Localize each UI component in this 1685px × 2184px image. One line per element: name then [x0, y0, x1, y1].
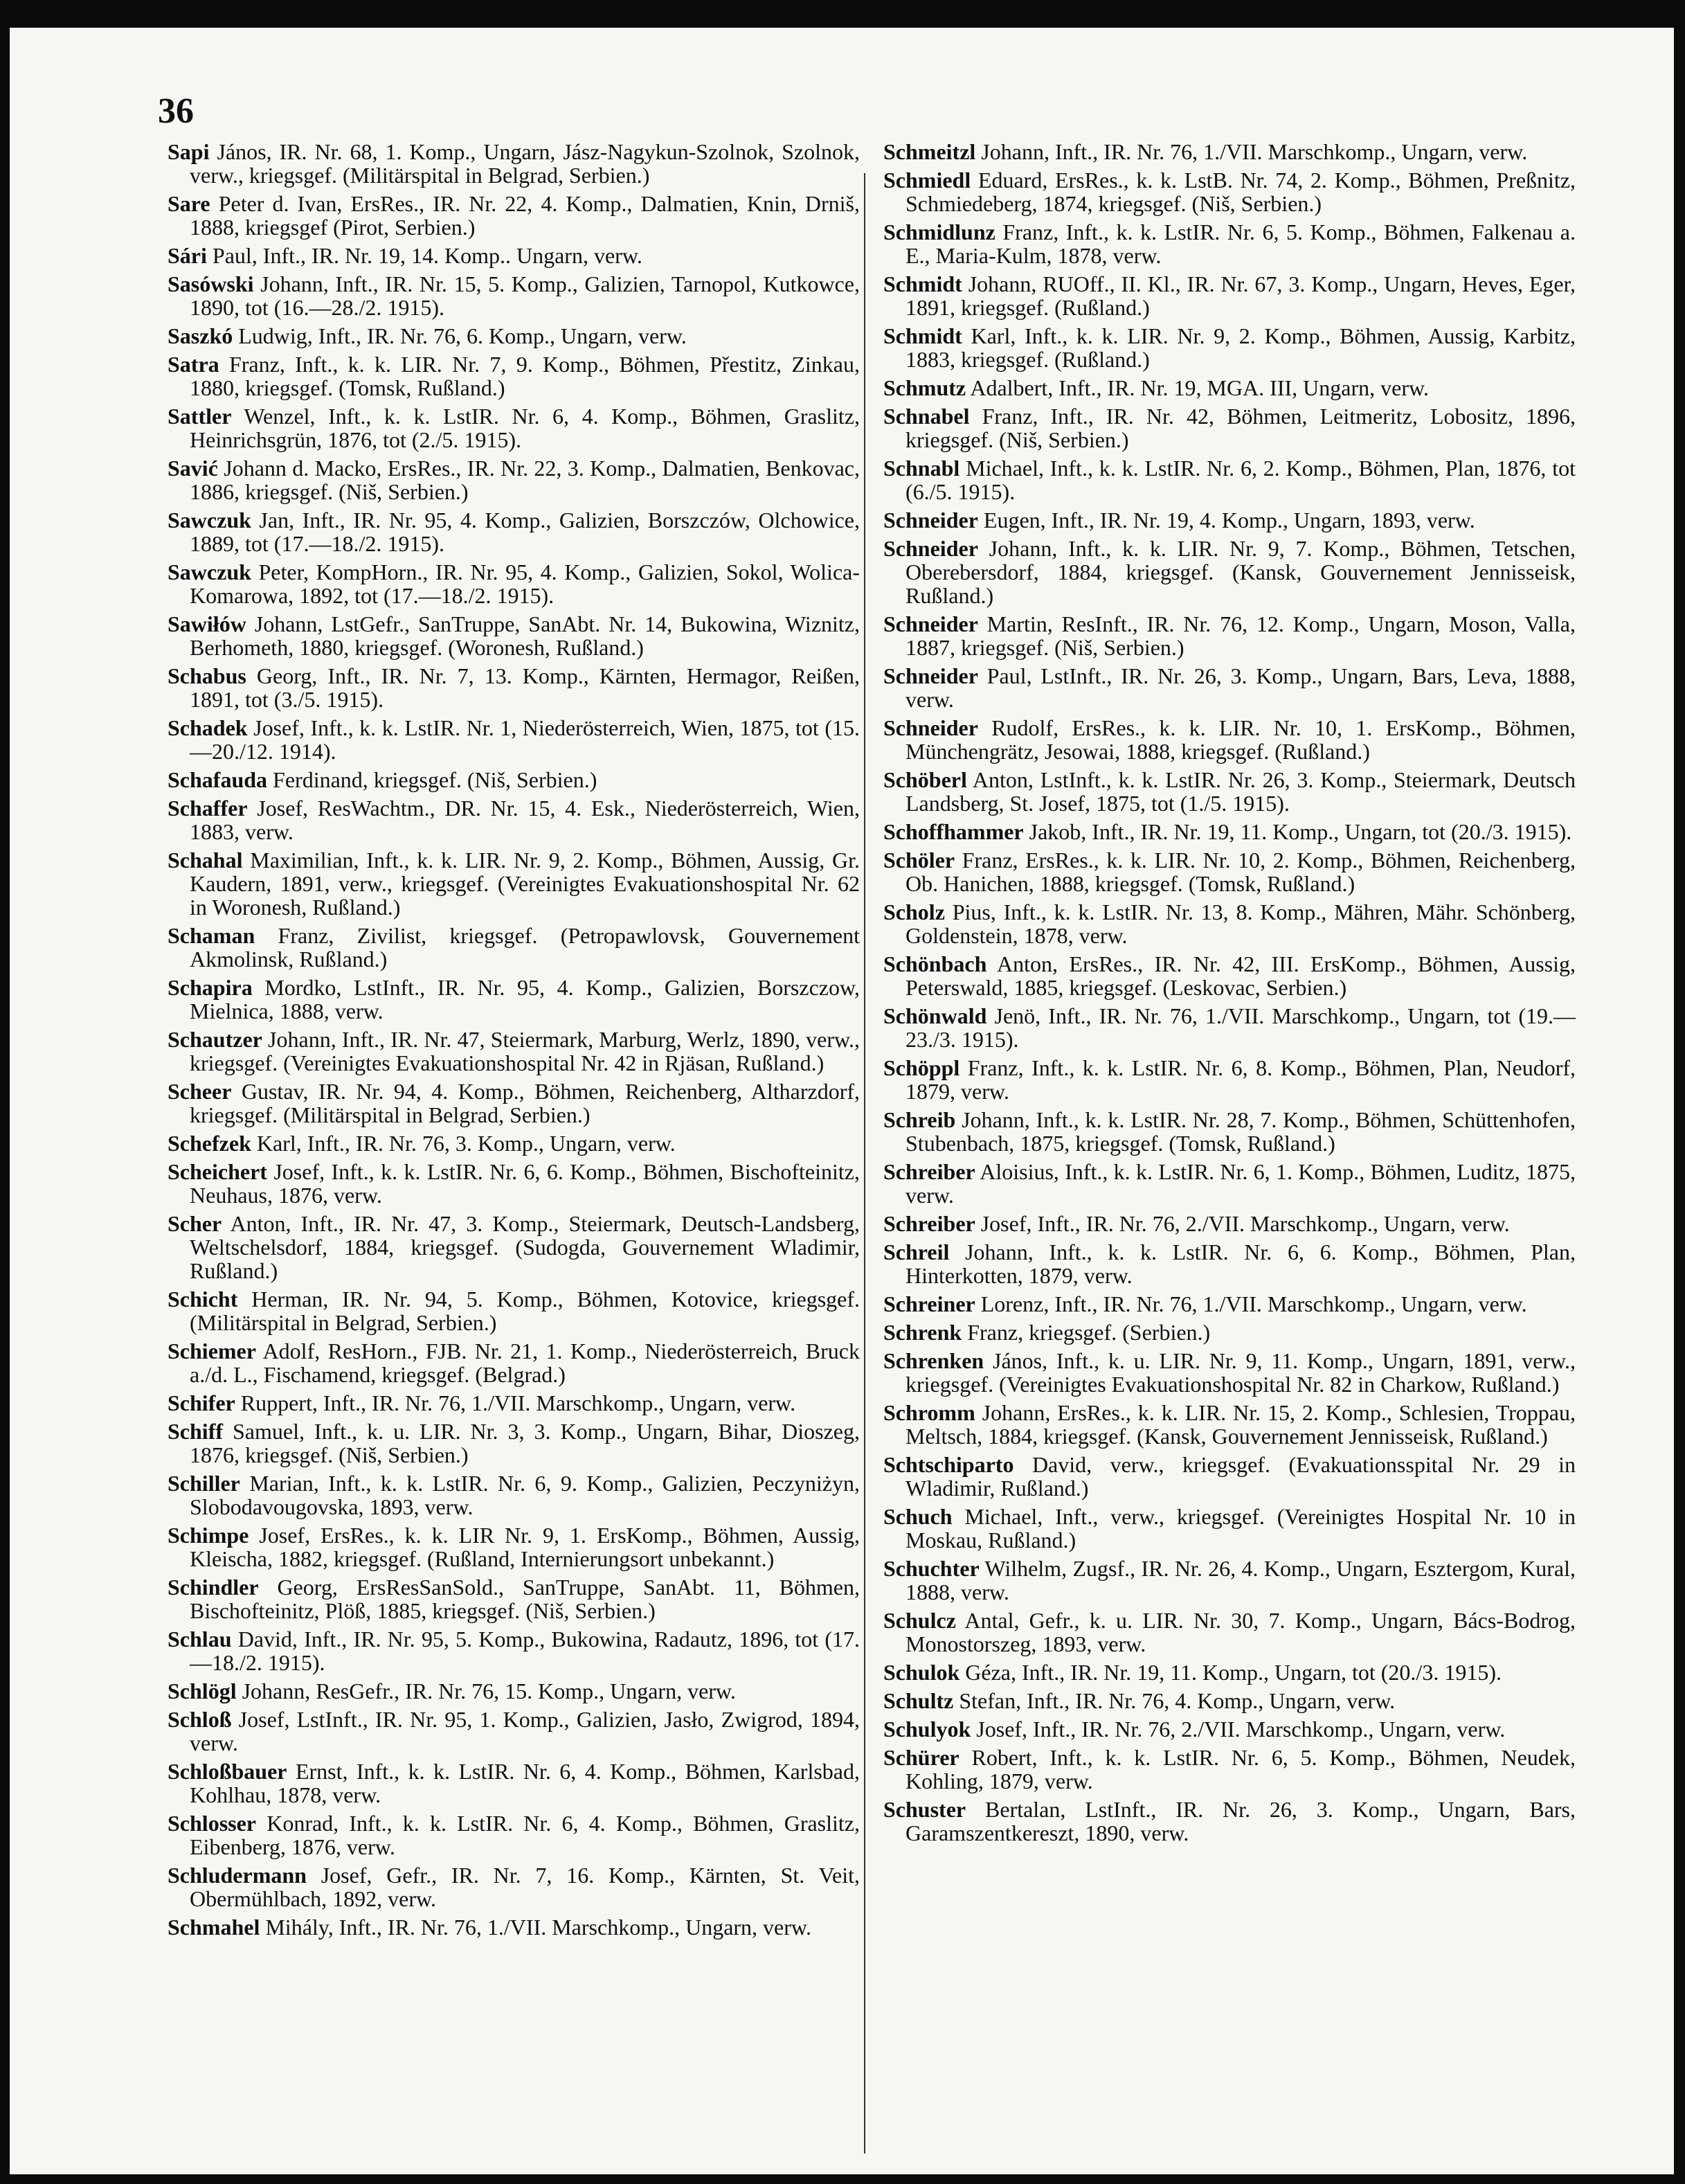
entry-surname: Scholz	[883, 899, 945, 924]
entry-details: Paul, Inft., IR. Nr. 19, 14. Komp.. Ungarn, verw.	[212, 243, 642, 268]
entry-details: Anton, LstInft., k. k. LstIR. Nr. 26, 3. Komp., Steiermark, Deutsch Landsberg, St. Josef, 1875, tot (1./5. 1915).	[905, 767, 1576, 816]
entry-surname: Schloßbauer	[168, 1759, 287, 1784]
casualty-entry	[883, 1240, 1576, 1287]
entry-surname: Schimpe	[168, 1523, 249, 1548]
casualty-entry	[883, 1004, 1576, 1051]
casualty-entry	[168, 404, 860, 451]
entry-details: Mihály, Inft., IR. Nr. 76, 1./VII. Marschkomp., Ungarn, verw.	[265, 1915, 811, 1940]
entry-surname: Schnabel	[883, 404, 970, 429]
entry-details: Johann, Inft., k. k. LstIR. Nr. 6, 6. Komp., Böhmen, Plan, Hinterkotten, 1879, verw.	[905, 1239, 1576, 1288]
entry-surname: Schneider	[883, 715, 978, 740]
entry-surname: Schmutz	[883, 375, 966, 400]
entry-details: Ruppert, Inft., IR. Nr. 76, 1./VII. Marschkomp., Ungarn, verw.	[240, 1390, 796, 1415]
entry-surname: Schicht	[168, 1287, 238, 1312]
entry-details: Anton, ErsRes., IR. Nr. 42, III. ErsKomp., Böhmen, Aussig, Peterswald, 1885, kriegsgef. (Leskovac, Serbien.)	[905, 951, 1576, 1000]
casualty-entry	[168, 352, 860, 400]
entry-details: Adalbert, Inft., IR. Nr. 19, MGA. III, Ungarn, verw.	[970, 375, 1429, 400]
entry-details: Maximilian, Inft., k. k. LIR. Nr. 9, 2. Komp., Böhmen, Aussig, Gr. Kaudern, 1891, verw., kriegsgef. (Vereinigtes Evakuationshospital Nr. 62 in Woronesh, Rußland.)	[190, 848, 860, 920]
entry-surname: Schabus	[168, 663, 246, 688]
casualty-entry	[883, 900, 1576, 947]
page-number: 36	[158, 91, 194, 131]
entry-surname: Schadek	[168, 715, 248, 740]
casualty-entry	[168, 1028, 860, 1075]
entry-surname: Schmidt	[883, 271, 962, 296]
entry-surname: Schuch	[883, 1504, 953, 1529]
casualty-entry	[168, 976, 860, 1023]
casualty-entry	[168, 508, 860, 555]
casualty-entry	[883, 612, 1576, 659]
entry-surname: Sapi	[168, 139, 210, 164]
casualty-entry	[168, 924, 860, 971]
entry-surname: Schmidlunz	[883, 220, 995, 244]
casualty-entry	[883, 1401, 1576, 1448]
casualty-entry	[883, 1321, 1576, 1344]
entry-surname: Schulyok	[883, 1717, 971, 1742]
entry-surname: Schuchter	[883, 1556, 980, 1581]
entry-details: Lorenz, Inft., IR. Nr. 76, 1./VII. Marschkomp., Ungarn, verw.	[980, 1291, 1527, 1316]
casualty-entry	[168, 456, 860, 503]
entry-surname: Schahal	[168, 848, 243, 872]
casualty-entry	[883, 820, 1576, 843]
entry-details: Antal, Gefr., k. u. LIR. Nr. 30, 7. Komp., Ungarn, Bács-Bodrog, Monostorszeg, 1893, verw.	[905, 1608, 1576, 1656]
entry-details: Jenö, Inft., IR. Nr. 76, 1./VII. Marschkomp., Ungarn, tot (19.—23./3. 1915).	[905, 1003, 1576, 1052]
casualty-entry	[883, 324, 1576, 371]
casualty-entry	[168, 1760, 860, 1807]
entry-details: Josef, ResWachtm., DR. Nr. 15, 4. Esk., Niederösterreich, Wien, 1883, verw.	[190, 796, 860, 844]
entry-details: Johann, Inft., IR. Nr. 76, 1./VII. Marschkomp., Ungarn, verw.	[981, 139, 1528, 164]
casualty-entry	[883, 1609, 1576, 1656]
entry-surname: Schreiner	[883, 1291, 975, 1316]
entry-surname: Schaffer	[168, 796, 248, 821]
entry-surname: Schönwald	[883, 1003, 987, 1028]
casualty-entry	[168, 192, 860, 239]
entry-details: David, verw., kriegsgef. (Evakuationsspital Nr. 29 in Wladimir, Rußland.)	[905, 1452, 1576, 1501]
casualty-entry	[883, 272, 1576, 319]
casualty-entry	[168, 664, 860, 711]
casualty-entry	[883, 952, 1576, 999]
entry-details: Jan, Inft., IR. Nr. 95, 4. Komp., Galizien, Borszczów, Olchowice, 1889, tot (17.—18./2. 1915).	[190, 508, 860, 556]
casualty-entry	[168, 1287, 860, 1334]
entry-surname: Schneider	[883, 536, 978, 561]
entry-details: Franz, Inft., IR. Nr. 42, Böhmen, Leitmeritz, Lobositz, 1896, kriegsgef. (Niš, Serbien.)	[905, 404, 1576, 452]
column-divider	[864, 173, 865, 2154]
entry-details: Michael, Inft., verw., kriegsgef. (Vereinigtes Hospital Nr. 10 in Moskau, Rußland.)	[905, 1504, 1576, 1552]
casualty-entry	[168, 560, 860, 607]
entry-surname: Scheer	[168, 1079, 232, 1104]
casualty-entry	[883, 1661, 1576, 1684]
entry-surname: Schmahel	[168, 1915, 260, 1940]
entry-surname: Schneider	[883, 611, 978, 636]
casualty-entry	[168, 768, 860, 791]
entry-details: Georg, ErsResSanSold., SanTruppe, SanAbt. 11, Böhmen, Bischofteinitz, Plöß, 1885, kriegsgef. (Niš, Serbien.)	[190, 1575, 860, 1623]
entry-details: Peter, KompHorn., IR. Nr. 95, 4. Komp., Galizien, Sokol, Wolica-Komarowa, 1892, tot (17.—18./2. 1915).	[190, 560, 860, 608]
entry-details: Josef, LstInft., IR. Nr. 95, 1. Komp., Galizien, Jasło, Zwigrod, 1894, verw.	[190, 1707, 860, 1755]
entry-details: Franz, Zivilist, kriegsgef. (Petropawlovsk, Gouvernement Akmolinsk, Rußland.)	[190, 923, 860, 972]
casualty-entry	[883, 220, 1576, 267]
entry-details: Johann, Inft., k. k. LIR. Nr. 9, 7. Komp., Böhmen, Tetschen, Oberebersdorf, 1884, kriegsgef. (Kansk, Gouvernement Jennisseisk, Rußland.)	[905, 536, 1576, 608]
entry-surname: Savić	[168, 456, 218, 481]
entry-surname: Scheichert	[168, 1159, 267, 1184]
entry-details: Anton, Inft., IR. Nr. 47, 3. Komp., Steiermark, Deutsch-Landsberg, Weltschelsdorf, 1884, kriegsgef. (Sudogda, Gouvernement Wladimir, Rußland.)	[190, 1211, 860, 1283]
entry-details: Bertalan, LstInft., IR. Nr. 26, 3. Komp., Ungarn, Bars, Garamszentkereszt, 1890, verw.	[905, 1797, 1576, 1845]
entry-surname: Schaman	[168, 923, 255, 948]
entry-surname: Schmeitzl	[883, 139, 976, 164]
entry-details: Géza, Inft., IR. Nr. 19, 11. Komp., Ungarn, tot (20./3. 1915).	[965, 1660, 1502, 1685]
entry-surname: Schreiber	[883, 1159, 975, 1184]
entry-details: Josef, ErsRes., k. k. LIR Nr. 9, 1. ErsKomp., Böhmen, Aussig, Kleischa, 1882, kriegsgef. (Rußland, Internierungsort unbekannt.)	[190, 1523, 860, 1571]
entry-surname: Schludermann	[168, 1863, 307, 1888]
casualty-entry	[883, 1717, 1576, 1741]
entry-details: Michael, Inft., k. k. LstIR. Nr. 6, 2. Komp., Böhmen, Plan, 1876, tot (6./5. 1915).	[905, 456, 1576, 504]
casualty-entry	[168, 1915, 860, 1939]
casualty-entry	[168, 1471, 860, 1519]
casualty-entry	[168, 796, 860, 843]
entry-surname: Schreib	[883, 1107, 956, 1132]
casualty-entry	[883, 1108, 1576, 1155]
page-sheet	[10, 28, 1674, 2174]
entry-surname: Schtschiparto	[883, 1452, 1014, 1477]
entry-details: Ludwig, Inft., IR. Nr. 76, 6. Komp., Ungarn, verw.	[238, 323, 687, 348]
casualty-entry	[883, 1689, 1576, 1712]
entry-details: Johann d. Macko, ErsRes., IR. Nr. 22, 3. Komp., Dalmatien, Benkovac, 1886, kriegsgef. (Niš, Serbien.)	[190, 456, 860, 504]
casualty-entry	[168, 1131, 860, 1155]
entry-details: Franz, Inft., k. k. LstIR. Nr. 6, 8. Komp., Böhmen, Plan, Neudorf, 1879, verw.	[905, 1055, 1576, 1104]
entry-details: Karl, Inft., IR. Nr. 76, 3. Komp., Ungarn, verw.	[256, 1131, 676, 1156]
entry-details: Johann, Inft., k. k. LstIR. Nr. 28, 7. Komp., Böhmen, Schüttenhofen, Stubenbach, 1875, kriegsgef. (Tomsk, Rußland.)	[905, 1107, 1576, 1156]
entry-details: Josef, Inft., k. k. LstIR. Nr. 6, 6. Komp., Böhmen, Bischofteinitz, Neuhaus, 1876, verw.	[190, 1159, 860, 1208]
entry-details: Johann, ResGefr., IR. Nr. 76, 15. Komp., Ungarn, verw.	[242, 1679, 736, 1703]
entry-surname: Schneider	[883, 663, 978, 688]
entry-details: Mordko, LstInft., IR. Nr. 95, 4. Komp., Galizien, Borszczow, Mielnica, 1888, verw.	[190, 975, 860, 1023]
entry-surname: Schefzek	[168, 1131, 251, 1156]
entry-surname: Schöler	[883, 848, 955, 872]
casualty-entry	[883, 1160, 1576, 1207]
entry-surname: Satra	[168, 352, 219, 377]
casualty-entry	[883, 1056, 1576, 1103]
entry-details: Eduard, ErsRes., k. k. LstB. Nr. 74, 2. Komp., Böhmen, Preßnitz, Schmiedeberg, 1874, kriegsgef. (Niš, Serbien.)	[905, 168, 1576, 216]
entry-details: Franz, kriegsgef. (Serbien.)	[967, 1320, 1211, 1345]
entry-details: Adolf, ResHorn., FJB. Nr. 21, 1. Komp., Niederösterreich, Bruck a./d. L., Fischamend, kriegsgef. (Belgrad.)	[190, 1339, 860, 1387]
entry-surname: Schultz	[883, 1688, 954, 1713]
entry-details: Johann, Inft., IR. Nr. 15, 5. Komp., Galizien, Tarnopol, Kutkowce, 1890, tot (16.—28./2. 1915).	[190, 271, 860, 320]
entry-surname: Sare	[168, 191, 210, 216]
entry-details: Samuel, Inft., k. u. LIR. Nr. 3, 3. Komp., Ungarn, Bihar, Dioszeg, 1876, kriegsgef. (Niš, Serbien.)	[190, 1419, 860, 1467]
casualty-entry	[883, 168, 1576, 215]
casualty-entry	[168, 848, 860, 919]
casualty-entry	[883, 1557, 1576, 1604]
casualty-entry	[168, 1708, 860, 1755]
entry-surname: Schuster	[883, 1797, 966, 1822]
casualty-entry	[168, 140, 860, 187]
entry-surname: Schiller	[168, 1471, 240, 1496]
entry-details: János, Inft., k. u. LIR. Nr. 9, 11. Komp., Ungarn, 1891, verw., kriegsgef. (Vereinigtes Evakuationshospital Nr. 82 in Charkow, Rußland.)	[905, 1348, 1576, 1397]
casualty-entry	[883, 1505, 1576, 1552]
entry-details: Ferdinand, kriegsgef. (Niš, Serbien.)	[273, 767, 597, 792]
entry-surname: Schapira	[168, 975, 253, 1000]
entry-details: Stefan, Inft., IR. Nr. 76, 4. Komp., Ungarn, verw.	[959, 1688, 1396, 1713]
casualty-entry	[883, 1453, 1576, 1500]
casualty-entry	[168, 1160, 860, 1207]
entry-surname: Schlögl	[168, 1679, 237, 1703]
casualty-entry	[883, 456, 1576, 503]
entry-surname: Sawczuk	[168, 508, 251, 532]
casualty-entry	[883, 1746, 1576, 1793]
entry-details: Wenzel, Inft., k. k. LstIR. Nr. 6, 4. Komp., Böhmen, Graslitz, Heinrichsgrün, 1876, tot (2./5. 1915).	[190, 404, 860, 452]
casualty-entry	[168, 612, 860, 659]
casualty-entry	[883, 1798, 1576, 1845]
casualty-entry	[168, 324, 860, 348]
entry-details: Johann, LstGefr., SanTruppe, SanAbt. Nr. 14, Bukowina, Wiznitz, Berhometh, 1880, kriegsgef. (Woronesh, Rußland.)	[190, 611, 860, 660]
casualty-entry	[168, 1391, 860, 1415]
entry-details: Johann, RUOff., II. Kl., IR. Nr. 67, 3. Komp., Ungarn, Heves, Eger, 1891, kriegsgef. (Rußland.)	[905, 271, 1576, 320]
entry-surname: Sawczuk	[168, 560, 251, 584]
entry-surname: Schiemer	[168, 1339, 256, 1363]
casualty-entry	[168, 1212, 860, 1282]
casualty-entry	[168, 716, 860, 763]
entry-details: Wilhelm, Zugsf., IR. Nr. 26, 4. Komp., Ungarn, Esztergom, Kural, 1888, verw.	[905, 1556, 1576, 1604]
entry-details: Rudolf, ErsRes., k. k. LIR. Nr. 10, 1. ErsKomp., Böhmen, Münchengrätz, Jesowai, 1888, kriegsgef. (Rußland.)	[905, 715, 1576, 764]
casualty-entry	[883, 664, 1576, 711]
entry-surname: Schindler	[168, 1575, 259, 1600]
entry-surname: Schmiedl	[883, 168, 971, 193]
entry-surname: Schmidt	[883, 323, 962, 348]
entry-details: David, Inft., IR. Nr. 95, 5. Komp., Bukowina, Radautz, 1896, tot (17.—18./2. 1915).	[190, 1627, 860, 1675]
entry-details: Marian, Inft., k. k. LstIR. Nr. 6, 9. Komp., Galizien, Peczyniżyn, Slobodavougovska, 1893, verw.	[190, 1471, 860, 1519]
entry-surname: Sawiłów	[168, 611, 246, 636]
casualty-entry	[883, 1292, 1576, 1316]
casualty-entry	[168, 1811, 860, 1859]
left-column	[168, 140, 860, 1944]
entry-surname: Schreiber	[883, 1211, 975, 1236]
entry-surname: Schlau	[168, 1627, 232, 1652]
entry-details: Josef, Gefr., IR. Nr. 7, 16. Komp., Kärnten, St. Veit, Obermühlbach, 1892, verw.	[190, 1863, 860, 1911]
entry-details: Josef, Inft., IR. Nr. 76, 2./VII. Marschkomp., Ungarn, verw.	[980, 1211, 1510, 1236]
entry-surname: Schautzer	[168, 1027, 262, 1052]
casualty-entry	[883, 716, 1576, 763]
entry-details: Pius, Inft., k. k. LstIR. Nr. 13, 8. Komp., Mähren, Mähr. Schönberg, Goldenstein, 1878, verw.	[905, 899, 1576, 948]
casualty-entry	[883, 1349, 1576, 1396]
right-column	[883, 140, 1576, 1850]
casualty-entry	[168, 244, 860, 267]
casualty-entry	[168, 1679, 860, 1703]
entry-surname: Schneider	[883, 508, 978, 532]
casualty-entry	[883, 140, 1576, 163]
entry-surname: Saszkó	[168, 323, 233, 348]
entry-details: Gustav, IR. Nr. 94, 4. Komp., Böhmen, Reichenberg, Altharzdorf, kriegsgef. (Militärspital in Belgrad, Serbien.)	[190, 1079, 860, 1127]
casualty-entry	[883, 537, 1576, 607]
entry-surname: Schifer	[168, 1390, 235, 1415]
casualty-entry	[883, 848, 1576, 895]
entry-surname: Sári	[168, 243, 207, 268]
casualty-entry	[168, 1339, 860, 1386]
entry-details: Eugen, Inft., IR. Nr. 19, 4. Komp., Ungarn, 1893, verw.	[983, 508, 1475, 532]
casualty-entry	[168, 272, 860, 319]
entry-surname: Schulok	[883, 1660, 960, 1685]
entry-details: Johann, Inft., IR. Nr. 47, Steiermark, Marburg, Werlz, 1890, verw., kriegsgef. (Vereinigtes Evakuationshospital Nr. 42 in Rjäsan, Rußland.)	[190, 1027, 860, 1075]
casualty-entry	[168, 1080, 860, 1127]
entry-details: Peter d. Ivan, ErsRes., IR. Nr. 22, 4. Komp., Dalmatien, Knin, Drniš, 1888, kriegsgef (Pirot, Serbien.)	[190, 191, 860, 240]
entry-details: Robert, Inft., k. k. LstIR. Nr. 6, 5. Komp., Böhmen, Neudek, Kohling, 1879, verw.	[905, 1745, 1576, 1793]
entry-surname: Schiff	[168, 1419, 223, 1444]
entry-surname: Scher	[168, 1211, 222, 1236]
entry-details: Ernst, Inft., k. k. LstIR. Nr. 6, 4. Komp., Böhmen, Karlsbad, Kohlhau, 1878, verw.	[190, 1759, 860, 1807]
casualty-entry	[168, 1420, 860, 1467]
casualty-entry	[168, 1863, 860, 1910]
entry-details: Konrad, Inft., k. k. LstIR. Nr. 6, 4. Komp., Böhmen, Graslitz, Eibenberg, 1876, verw.	[190, 1811, 860, 1859]
entry-surname: Schürer	[883, 1745, 959, 1770]
entry-details: Franz, ErsRes., k. k. LIR. Nr. 10, 2. Komp., Böhmen, Reichenberg, Ob. Hanichen, 1888, kriegsgef. (Tomsk, Rußland.)	[905, 848, 1576, 896]
casualty-entry	[168, 1575, 860, 1622]
casualty-entry	[883, 1212, 1576, 1235]
entry-surname: Schulcz	[883, 1608, 956, 1633]
entry-surname: Schöppl	[883, 1055, 960, 1080]
entry-details: Aloisius, Inft., k. k. LstIR. Nr. 6, 1. Komp., Böhmen, Luditz, 1875, verw.	[905, 1159, 1576, 1208]
entry-details: Martin, ResInft., IR. Nr. 76, 12. Komp., Ungarn, Moson, Valla, 1887, kriegsgef. (Niš, Serbien.)	[905, 611, 1576, 660]
entry-surname: Schöberl	[883, 767, 967, 792]
entry-surname: Schlosser	[168, 1811, 256, 1836]
entry-details: Jakob, Inft., IR. Nr. 19, 11. Komp., Ungarn, tot (20./3. 1915).	[1029, 819, 1572, 844]
entry-details: Franz, Inft., k. k. LIR. Nr. 7, 9. Komp., Böhmen, Přestitz, Zinkau, 1880, kriegsgef. (Tomsk, Rußland.)	[190, 352, 860, 400]
entry-details: Georg, Inft., IR. Nr. 7, 13. Komp., Kärnten, Hermagor, Reißen, 1891, tot (3./5. 1915).	[190, 663, 860, 712]
entry-surname: Schönbach	[883, 951, 987, 976]
entry-surname: Schnabl	[883, 456, 960, 481]
casualty-entry	[883, 404, 1576, 451]
casualty-entry	[883, 768, 1576, 815]
entry-details: Franz, Inft., k. k. LstIR. Nr. 6, 5. Komp., Böhmen, Falkenau a. E., Maria-Kulm, 1878, verw.	[905, 220, 1576, 268]
entry-surname: Schafauda	[168, 767, 268, 792]
entry-details: Josef, Inft., IR. Nr. 76, 2./VII. Marschkomp., Ungarn, verw.	[976, 1717, 1506, 1742]
entry-surname: Sattler	[168, 404, 232, 429]
entry-surname: Schoffhammer	[883, 819, 1024, 844]
casualty-entry	[168, 1523, 860, 1570]
entry-details: Herman, IR. Nr. 94, 5. Komp., Böhmen, Kotovice, kriegsgef. (Militärspital in Belgrad, Serbien.)	[190, 1287, 860, 1335]
entry-surname: Schloß	[168, 1707, 232, 1732]
entry-details: Paul, LstInft., IR. Nr. 26, 3. Komp., Ungarn, Bars, Leva, 1888, verw.	[905, 663, 1576, 712]
casualty-entry	[883, 376, 1576, 400]
casualty-entry	[168, 1627, 860, 1674]
entry-surname: Schrenken	[883, 1348, 984, 1373]
casualty-entry	[883, 508, 1576, 532]
entry-details: János, IR. Nr. 68, 1. Komp., Ungarn, Jász-Nagykun-Szolnok, Szolnok, verw., kriegsgef. (Militärspital in Belgrad, Serbien.)	[190, 139, 860, 188]
entry-surname: Schromm	[883, 1400, 975, 1425]
entry-details: Karl, Inft., k. k. LIR. Nr. 9, 2. Komp., Böhmen, Aussig, Karbitz, 1883, kriegsgef. (Rußland.)	[905, 323, 1576, 372]
entry-details: Josef, Inft., k. k. LstIR. Nr. 1, Niederösterreich, Wien, 1875, tot (15.—20./12. 1914).	[190, 715, 860, 764]
entry-surname: Schreil	[883, 1239, 950, 1264]
entry-surname: Sasówski	[168, 271, 254, 296]
entry-surname: Schrenk	[883, 1320, 962, 1345]
entry-details: Johann, ErsRes., k. k. LIR. Nr. 15, 2. Komp., Schlesien, Troppau, Meltsch, 1884, kriegsgef. (Kansk, Gouvernement Jennisseisk, Rußland.)	[905, 1400, 1576, 1449]
